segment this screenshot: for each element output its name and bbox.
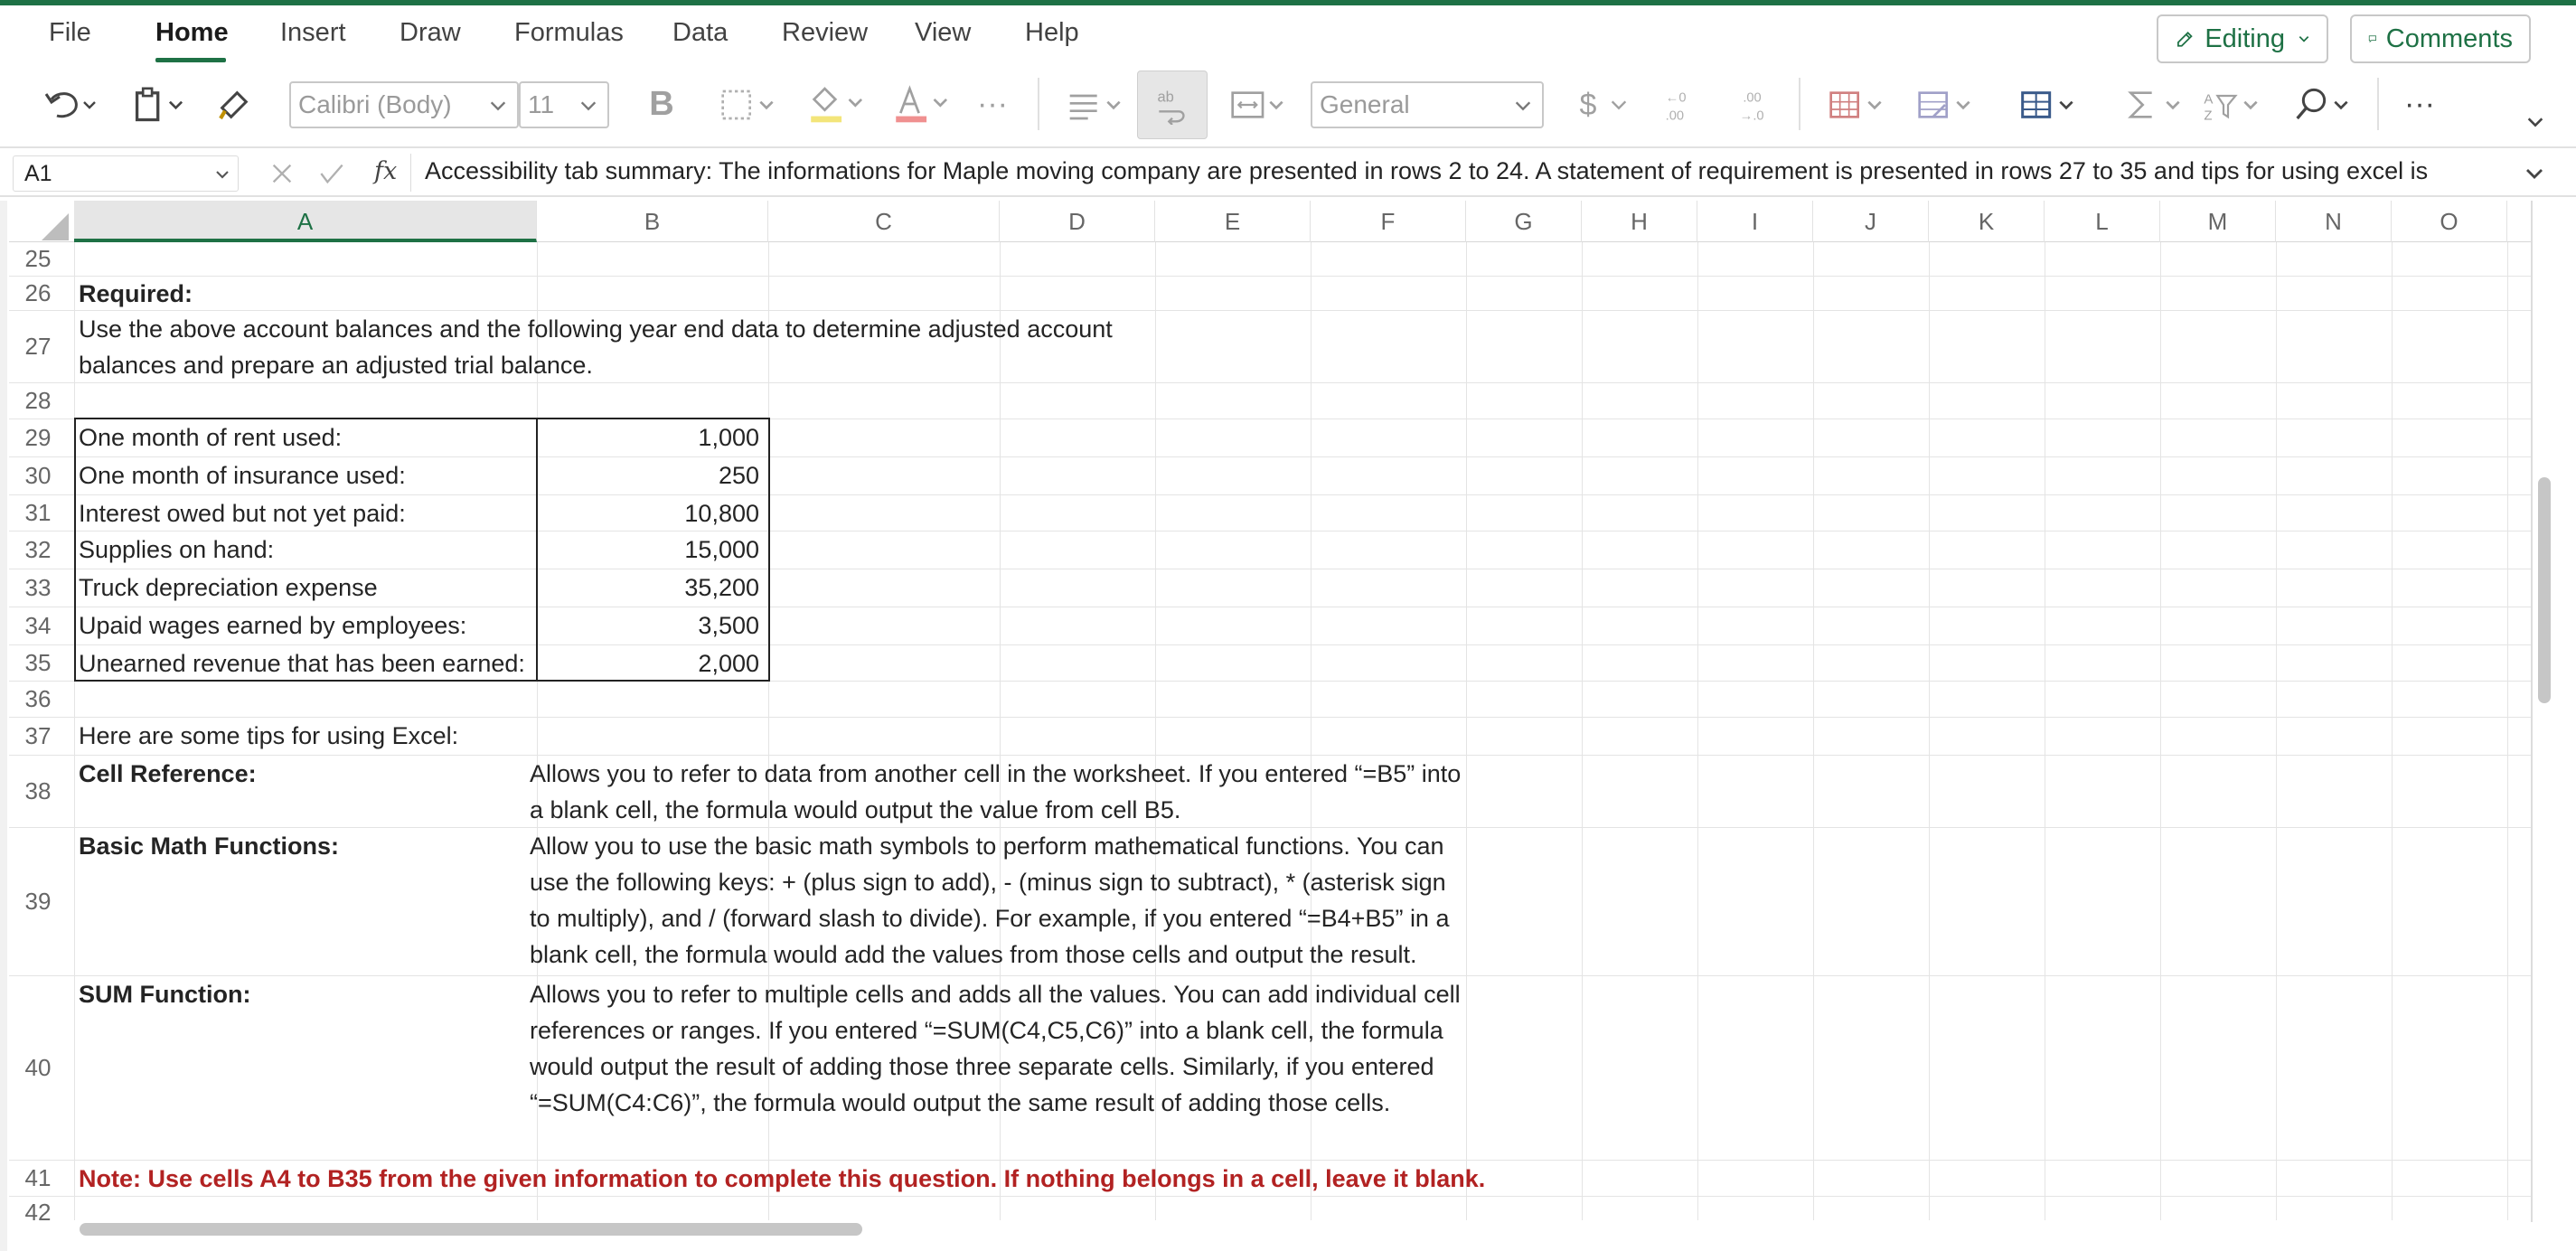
select-all-corner[interactable] <box>9 201 74 242</box>
svg-text:←0: ←0 <box>1665 90 1687 106</box>
wrap-text-icon <box>1152 85 1192 125</box>
more-options-button[interactable]: ··· <box>2404 86 2435 121</box>
insert-cells-button[interactable] <box>2012 83 2084 127</box>
sheet-row <box>9 756 2531 828</box>
sheet-row <box>9 311 2531 383</box>
cell-a40[interactable]: SUM Function: <box>79 981 251 1008</box>
cell-b38[interactable]: Allows you to refer to data from another cell in the worksheet. If you entered “=B5” into a blank cell, the formula would output the value from cell B5. <box>530 760 1462 823</box>
name-box-value: A1 <box>24 161 52 186</box>
tab-review[interactable]: Review <box>782 18 869 47</box>
row-header[interactable]: 25 <box>24 245 52 272</box>
horizontal-scrollbar[interactable] <box>80 1223 862 1236</box>
sigma-icon <box>2123 87 2186 123</box>
format-as-table-button[interactable] <box>1909 83 1981 127</box>
sort-filter-button[interactable] <box>2196 83 2269 127</box>
fill-bucket-icon <box>805 84 869 124</box>
formula-input[interactable]: Accessibility tab summary: The informations for Maple moving company are presented in rows 2 to 24. A statement of requirement is presented in rows 27 to 35 and tips for using excel is <box>425 157 2429 184</box>
autosum-button[interactable] <box>2119 83 2191 127</box>
number-format-dropdown[interactable] <box>1311 81 1544 128</box>
chevron-down-icon <box>1609 95 1629 115</box>
row-header[interactable]: 40 <box>24 1054 52 1081</box>
cell-a37[interactable]: Here are some tips for using Excel: <box>79 722 459 749</box>
cell-a41[interactable]: Note: Use cells A4 to B35 from the given information to complete this question. If nothing belongs in a cell, leave it blank. <box>79 1165 1486 1192</box>
cell-a38[interactable]: Cell Reference: <box>79 760 257 787</box>
currency-format-button[interactable] <box>1573 83 1636 127</box>
chevron-down-icon <box>488 96 508 116</box>
expand-ribbon-button[interactable] <box>2522 108 2549 136</box>
cell-b39[interactable]: Allow you to use the basic math symbols to perform mathematical functions. You can use the following keys: + (plus sign to add), - (minus sign to subtract), * (asterisk sign to multiply), and / (forward slash to divide). For example, if you entered “=B4+B5” in a blank cell, the formula would add the values from those cells and output the result. <box>530 832 1450 968</box>
formula-divider <box>410 154 411 192</box>
sheet-row <box>9 383 2531 419</box>
cell-a32[interactable]: Supplies on hand: <box>79 536 275 563</box>
column-header-o[interactable]: O <box>2392 201 2507 242</box>
svg-text:→.0: →.0 <box>1739 108 1764 124</box>
data-table-border <box>74 418 770 682</box>
cell-a27[interactable]: Use the above account balances and the following year end data to determine adjusted account balances and prepare an adjusted trial balance. <box>79 315 1113 379</box>
tab-view[interactable]: View <box>915 18 972 47</box>
dollar-icon: $ <box>1579 87 1597 122</box>
column-header-i[interactable]: I <box>1697 201 1813 242</box>
grid-right-edge <box>2531 201 2533 1222</box>
chevron-down-icon <box>214 166 230 183</box>
sheet-row <box>9 1197 2531 1220</box>
toolbar-divider <box>1799 78 1800 130</box>
svg-text:.00: .00 <box>1665 108 1685 124</box>
editing-mode-button[interactable] <box>2157 14 2328 63</box>
row-header[interactable]: 28 <box>24 387 52 414</box>
increase-decimal-icon <box>1662 85 1702 125</box>
borders-icon <box>717 87 780 123</box>
row-header[interactable]: 39 <box>24 888 52 915</box>
font-size-dropdown[interactable] <box>519 81 609 128</box>
editing-label: Editing <box>2205 24 2285 53</box>
column-header-l[interactable]: L <box>2045 201 2160 242</box>
cell-b33[interactable]: 35,200 <box>684 574 759 601</box>
borders-button[interactable] <box>712 83 785 127</box>
column-header-f[interactable]: F <box>1311 201 1466 242</box>
sheet-row <box>9 242 2531 277</box>
enter-check-icon[interactable] <box>318 161 345 186</box>
name-box[interactable] <box>13 155 239 192</box>
tab-file[interactable]: File <box>49 18 91 47</box>
cell-b29[interactable]: 1,000 <box>698 424 759 451</box>
tab-draw[interactable]: Draw <box>400 18 461 47</box>
row-header[interactable]: 32 <box>24 536 52 563</box>
sheet-row <box>9 828 2531 976</box>
data-table-divider <box>536 418 538 682</box>
search-icon <box>2291 87 2355 123</box>
row-header[interactable]: 26 <box>24 279 52 306</box>
pencil-icon <box>2175 25 2195 52</box>
chevron-down-icon <box>2298 31 2310 47</box>
chevron-down-icon <box>2525 112 2545 132</box>
cell-b30[interactable]: 250 <box>718 462 759 489</box>
svg-text:Z: Z <box>2204 108 2213 123</box>
merge-cells-icon <box>1227 87 1290 123</box>
cell-a33[interactable]: Truck depreciation expense <box>79 574 378 601</box>
row-header[interactable]: 41 <box>24 1164 52 1191</box>
cell-a31[interactable]: Interest owed but not yet paid: <box>79 500 406 527</box>
align-left-icon <box>1064 87 1127 123</box>
cell-a29[interactable]: One month of rent used: <box>79 424 343 451</box>
cell-b31[interactable]: 10,800 <box>684 500 759 527</box>
insert-cells-icon <box>2017 87 2080 123</box>
cell-a35[interactable]: Unearned revenue that has been earned: <box>79 650 525 677</box>
column-header-g[interactable]: G <box>1466 201 1582 242</box>
clipboard-icon <box>131 87 191 123</box>
paste-button[interactable] <box>127 83 195 127</box>
row-header[interactable]: 29 <box>24 424 52 451</box>
row-header[interactable]: 27 <box>24 333 52 360</box>
insert-function-icon[interactable]: fx <box>374 157 398 185</box>
row-header[interactable]: 38 <box>24 777 52 804</box>
bold-button[interactable]: B <box>649 84 674 123</box>
column-header-a[interactable]: A <box>74 201 537 242</box>
toolbar-divider <box>1038 78 1039 130</box>
cell-a34[interactable]: Upaid wages earned by employees: <box>79 612 467 639</box>
increase-decimal-button[interactable] <box>1659 83 1705 127</box>
undo-button[interactable] <box>36 83 105 127</box>
row-header[interactable]: 31 <box>24 499 52 526</box>
svg-text:.00: .00 <box>1743 90 1762 106</box>
conditional-format-icon <box>1825 87 1888 123</box>
comments-button[interactable] <box>2350 14 2531 63</box>
table-style-icon <box>1913 87 1977 123</box>
tab-data[interactable]: Data <box>672 18 729 47</box>
column-header-c[interactable]: C <box>768 201 1000 242</box>
row-header[interactable]: 36 <box>24 685 52 712</box>
ribbon-toolbar <box>0 65 2576 146</box>
sort-filter-icon <box>2201 87 2264 123</box>
number-format-value: General <box>1320 90 1410 118</box>
sheet-row <box>9 718 2531 756</box>
column-header-m[interactable]: M <box>2160 201 2276 242</box>
font-color-button[interactable] <box>886 81 958 127</box>
column-header-j[interactable]: J <box>1813 201 1929 242</box>
column-headers <box>9 201 2531 242</box>
comments-label: Comments <box>2385 24 2513 53</box>
row-header[interactable]: 34 <box>24 612 52 639</box>
chevron-down-icon <box>1513 96 1533 116</box>
worksheet-grid[interactable] <box>9 201 2531 1220</box>
cell-a39[interactable]: Basic Math Functions: <box>79 832 340 860</box>
cell-b34[interactable]: 3,500 <box>698 612 759 639</box>
window-left-edge <box>0 201 7 1251</box>
font-name-dropdown[interactable] <box>289 81 519 128</box>
row-header[interactable]: 30 <box>24 462 52 489</box>
column-header-k[interactable]: K <box>1929 201 2045 242</box>
column-header-d[interactable]: D <box>1000 201 1155 242</box>
cell-b40[interactable]: Allows you to refer to multiple cells and adds all the values. You can add individual cell references or ranges. If you entered “=SUM(C4,C5,C6)” into a blank cell, the formula would output the result of adding those three separate cells. Similarly, if you entered “=SUM(C4:C6)”, the formula would output the same result of adding those cells. <box>530 981 1461 1116</box>
svg-text:ab: ab <box>1157 89 1174 106</box>
tab-formulas[interactable]: Formulas <box>514 18 624 47</box>
chevron-down-icon <box>578 96 598 116</box>
font-color-icon <box>890 84 954 124</box>
row-header[interactable]: 35 <box>24 649 52 676</box>
formula-bar <box>0 146 2576 197</box>
paintbrush-icon <box>216 87 252 123</box>
tab-home[interactable]: Home <box>155 18 229 47</box>
comment-icon <box>2368 25 2377 52</box>
vertical-scrollbar[interactable] <box>2538 477 2551 703</box>
svg-text:A: A <box>2204 91 2214 108</box>
active-tab-indicator <box>155 58 226 62</box>
tab-insert[interactable]: Insert <box>280 18 346 47</box>
font-size-value: 11 <box>528 90 555 118</box>
cell-a26[interactable]: Required: <box>79 280 193 307</box>
row-header[interactable]: 37 <box>24 722 52 749</box>
wrap-text-button[interactable] <box>1137 71 1208 139</box>
sheet-row <box>9 682 2531 718</box>
merge-center-button[interactable] <box>1222 83 1294 127</box>
find-select-button[interactable] <box>2287 83 2359 127</box>
column-header-n[interactable]: N <box>2276 201 2392 242</box>
undo-icon <box>43 87 98 123</box>
tab-help[interactable]: Help <box>1025 18 1079 47</box>
decrease-decimal-icon <box>1736 85 1776 125</box>
cell-b35[interactable]: 2,000 <box>698 650 759 677</box>
decrease-decimal-button[interactable] <box>1734 83 1779 127</box>
column-header-b[interactable]: B <box>537 201 768 242</box>
column-header-h[interactable]: H <box>1582 201 1697 242</box>
more-font-options-button[interactable]: ··· <box>977 86 1008 121</box>
cell-a30[interactable]: One month of insurance used: <box>79 462 406 489</box>
align-button[interactable] <box>1059 83 1132 127</box>
row-header[interactable]: 42 <box>24 1199 52 1220</box>
cell-b32[interactable]: 15,000 <box>684 536 759 563</box>
toolbar-divider <box>2377 78 2379 130</box>
expand-formula-bar-icon[interactable] <box>2524 163 2545 184</box>
sheet-row <box>9 1161 2531 1197</box>
sheet-row <box>9 277 2531 311</box>
cancel-icon[interactable] <box>269 161 295 186</box>
fill-color-button[interactable] <box>801 81 873 127</box>
format-painter-button[interactable] <box>212 83 257 127</box>
font-name-value: Calibri (Body) <box>298 90 452 118</box>
conditional-formatting-button[interactable] <box>1820 83 1893 127</box>
column-header-e[interactable]: E <box>1155 201 1311 242</box>
row-header[interactable]: 33 <box>24 574 52 601</box>
sheet-row <box>9 976 2531 1161</box>
ribbon-tabs <box>0 5 2576 63</box>
